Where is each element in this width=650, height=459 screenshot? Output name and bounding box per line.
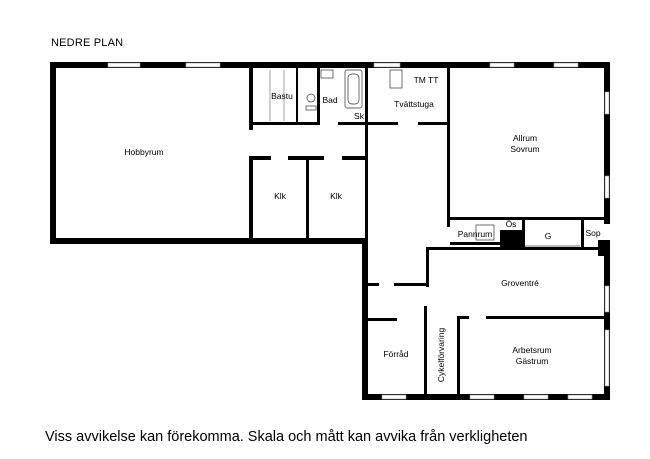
wall-garage-right — [581, 217, 584, 249]
window — [108, 63, 140, 67]
window — [490, 63, 514, 67]
wall-outer-left — [50, 62, 56, 244]
wall-hobbyrum-right — [249, 68, 253, 130]
wall-forrad-top — [365, 318, 397, 321]
toilet-tank-icon — [306, 106, 316, 110]
window — [382, 395, 406, 399]
room-label-pannrum: Pannrum — [457, 229, 493, 239]
sink-icon — [321, 70, 333, 78]
wall-os-block — [500, 230, 522, 247]
plan-title: NEDRE PLAN — [51, 37, 124, 49]
window — [470, 395, 494, 399]
wall-pannrum-bottom — [450, 242, 500, 245]
wall-cykel-right — [457, 316, 460, 398]
window — [186, 63, 220, 67]
room-label-os: Ös — [505, 219, 517, 229]
disclaimer-text: Viss avvikelse kan förekomma. Skala och mått kan avvika från verkligheten — [45, 429, 528, 445]
wall-arbetsrum-top — [486, 316, 608, 319]
wall-outer-right-upper — [604, 62, 610, 224]
laundry-sink-icon — [390, 70, 402, 88]
wall-bastu-right — [296, 68, 298, 125]
room-label-tvattstuga: Tvättstuga — [394, 99, 434, 109]
window — [605, 330, 609, 386]
room-label-bastu: Bastu — [271, 91, 293, 101]
room-label-sop: Sop — [585, 228, 601, 238]
bathtub-inner-icon — [348, 74, 359, 104]
room-label-sk: Sk — [354, 111, 364, 121]
room-label-sovrum: Sovrum — [510, 144, 540, 154]
room-label-klk-left: Klk — [274, 191, 286, 201]
room-label-klk-right: Klk — [330, 191, 342, 201]
room-label-forrad: Förråd — [383, 349, 409, 359]
window — [554, 63, 578, 67]
wall-outer-bottom-left — [50, 238, 368, 244]
toilet-icon — [307, 94, 315, 102]
wall-klk-top-3 — [342, 156, 368, 160]
wall-groventre-left — [426, 247, 429, 287]
room-label-cykelforvaring: Cykelförvaring — [436, 327, 446, 383]
wall-forrad-right — [424, 306, 427, 398]
wall-klk-top-1 — [249, 156, 271, 160]
wall-hall-bottom-right — [394, 283, 428, 286]
wall-garage-left — [522, 217, 525, 247]
wall-tvattstuga-bottom-left — [365, 122, 398, 125]
wall-klk-divider — [306, 156, 309, 240]
wall-arbetsrum-top-left — [457, 316, 469, 319]
window — [524, 395, 548, 399]
room-label-tm-tt: TM TT — [413, 75, 439, 85]
wall-hobbyrum-right-lower — [249, 157, 253, 239]
window — [605, 286, 609, 312]
window — [374, 63, 400, 67]
room-label-allrum: Allrum — [512, 133, 538, 143]
wall-tvattstuga-right — [447, 68, 450, 220]
wall-groventre-top — [426, 247, 604, 250]
wall-bad-left — [317, 68, 320, 125]
wall-klk-right — [365, 156, 368, 240]
wall-bad-bottom — [338, 122, 368, 125]
window — [605, 92, 609, 114]
room-label-garage: G — [544, 231, 552, 241]
wall-tvattstuga-bottom-right — [418, 122, 450, 125]
window — [605, 176, 609, 198]
room-label-gastrum: Gästrum — [515, 356, 549, 366]
room-label-bad: Bad — [322, 95, 338, 105]
room-label-groventre: Groventré — [501, 278, 539, 288]
wall-pannrum-left-stub — [447, 217, 450, 227]
wall-bastu-bottom — [249, 122, 319, 125]
room-label-arbetsrum: Arbetsrum — [512, 345, 552, 355]
wall-hall-bottom-left — [365, 283, 379, 286]
room-label-hobbyrum: Hobbyrum — [124, 147, 164, 157]
window — [568, 395, 592, 399]
